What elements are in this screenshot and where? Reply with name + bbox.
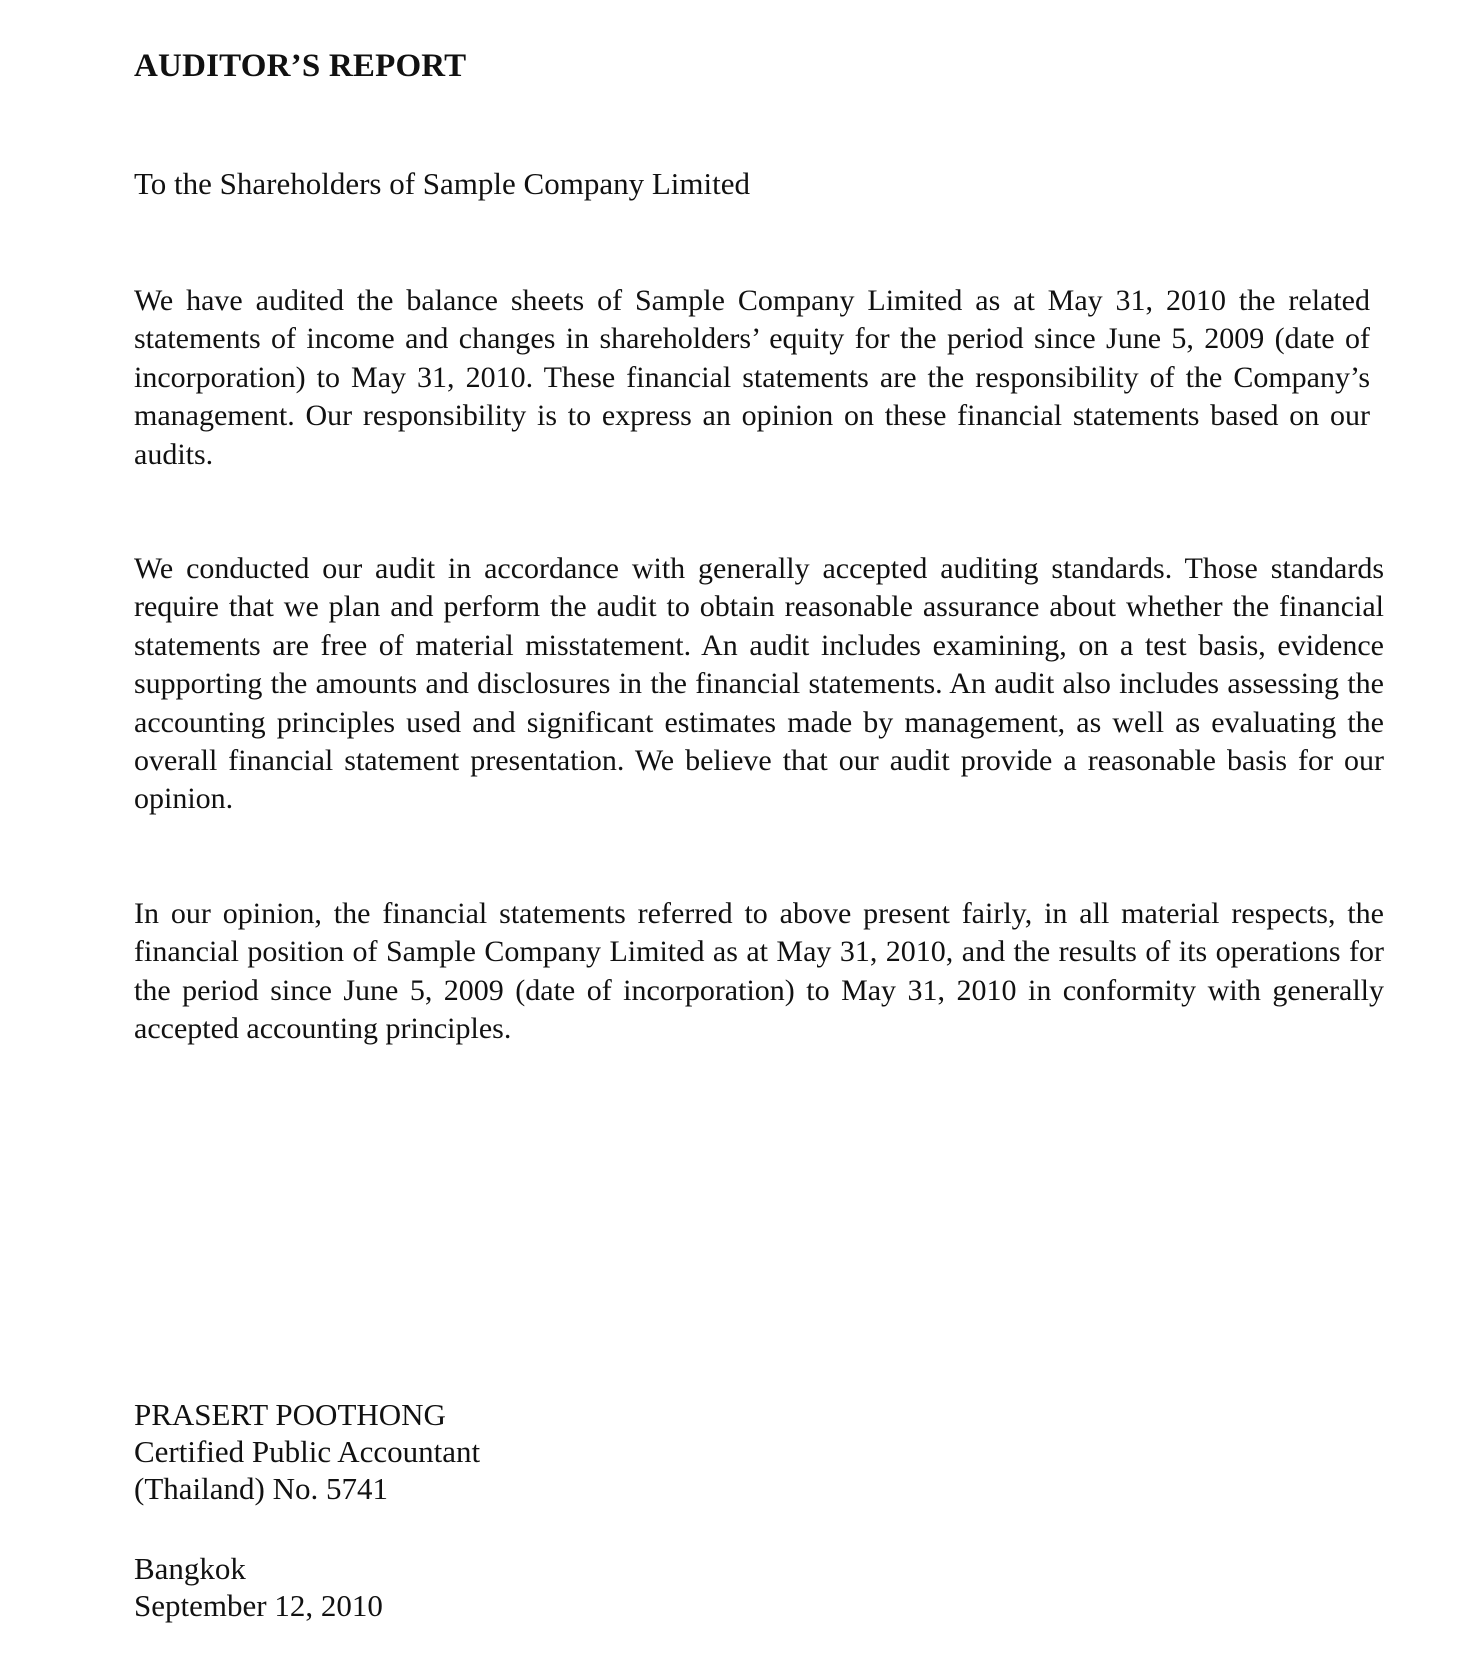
signature-block (134, 1396, 480, 1507)
paragraph-opinion: In our opinion, the financial statements referred to above present fairly, in all material respects, the financial position of Sample Company Limited as at May 31, 2010, and the results of its operations for the period since June 5, 2009 (date of incorporation) to May 31, 2010 in conformity with generally accepted accounting principles. (134, 897, 1384, 1046)
paragraph-basis: We conducted our audit in accordance with generally accepted auditing standards. Those standards require that we plan and perform the audit to obtain reasonable assurance about whether the financial statements are free of material misstatement. An audit includes examining, on a test basis, evidence supporting the amounts and disclosures in the financial statements. An audit also includes assessing the accounting principles used and significant estimates made by management, as well as evaluating the overall financial statement presentation. We believe that our audit provide a reasonable basis for our opinion. (134, 552, 1384, 816)
salutation: To the Shareholders of Sample Company Limited (134, 166, 750, 201)
report-date: September 12, 2010 (134, 1588, 383, 1623)
paragraph-scope: We have audited the balance sheets of Sample Company Limited as at May 31, 2010 the related statements of income and changes in shareholders’ equity for the period since June 5, 2009 (date of incorporation) to May 31, 2010. These financial statements are the responsibility of the Company’s management. Our responsibility is to express an opinion on these financial statements based on our audits. (134, 284, 1370, 471)
report-title: AUDITOR’S REPORT (134, 48, 467, 84)
place-date-block (134, 1550, 383, 1624)
report-place: Bangkok (134, 1551, 246, 1586)
auditor-title: Certified Public Accountant (134, 1434, 481, 1469)
auditor-name: PRASERT POOTHONG (134, 1397, 446, 1432)
auditor-license: (Thailand) No. 5741 (134, 1471, 388, 1506)
